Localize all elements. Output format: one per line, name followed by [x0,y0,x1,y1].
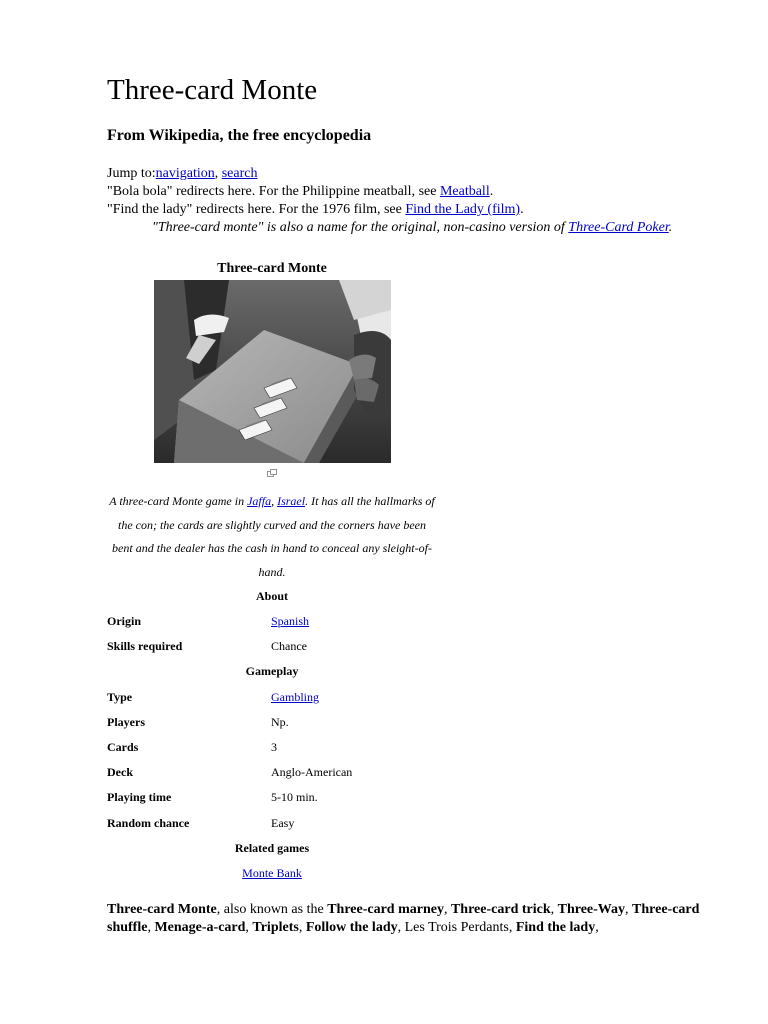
infobox-title: Three-card Monte [217,261,327,276]
random-chance-value: Easy [271,816,295,830]
redirect-note-bola [107,183,493,201]
caption-text: A three-card Monte game in [109,494,248,508]
infobox-caption [107,490,437,584]
bold-term: Menage-a-card [154,920,246,935]
body-text-segment: , [550,902,558,917]
bold-term: Three-card marney [327,902,444,917]
gameplay-header: Gameplay [245,664,299,678]
skills-required-label: Skills required [107,639,183,653]
caption-separator: , [271,494,278,508]
skills-required-value: Chance [271,639,307,653]
origin-value-link[interactable]: Spanish [271,614,310,628]
israel-link[interactable]: Israel [277,494,306,508]
hatnote [152,219,692,237]
players-value: Np. [271,715,289,729]
deck-value: Anglo-American [271,765,353,779]
playing-time-value: 5-10 min. [271,790,318,804]
enlarge-icon[interactable] [267,469,277,477]
body-text-segment: , [595,920,599,935]
monte-bank-link[interactable]: Monte Bank [242,866,302,880]
bold-term: Three-card trick [450,902,551,917]
jaffa-link[interactable]: Jaffa [247,494,272,508]
type-label: Type [107,690,133,704]
page-title: Three-card Monte [107,74,318,106]
body-text-segment: , [245,920,253,935]
three-card-poker-link[interactable]: Three-Card Poker [568,220,669,235]
bold-term: Follow the lady [305,920,398,935]
search-link[interactable]: search [221,166,258,181]
playing-time-label: Playing time [107,790,172,804]
jump-prefix: Jump to: [107,166,156,181]
caption-text-rest: . It has all the hallmarks of the con; the cards are slightly curved and the corners have been bent and the dealer has the cash in hand to conceal any sleight-of-hand. [112,494,435,579]
body-text-segment: , [298,920,306,935]
cards-label: Cards [107,740,139,754]
redirect-text: "Bola bola" redirects here. For the Philippine meatball, see [107,184,440,199]
meatball-link[interactable]: Meatball [439,184,490,199]
body-text-segment: , [443,902,451,917]
page-subtitle: From Wikipedia, the free encyclopedia [107,127,372,144]
navigation-link[interactable]: navigation [155,166,215,181]
infobox-photo[interactable] [154,280,391,463]
redirect-text: "Find the lady" redirects here. For the 1976 film, see [107,202,406,217]
body-text-segment: , also known as the [216,902,328,917]
bold-term: Triplets [252,920,299,935]
origin-label: Origin [107,614,142,628]
body-text-segment: , Les Trois Perdants, [397,920,516,935]
jump-links [107,165,258,183]
cards-value: 3 [271,740,277,754]
deck-label: Deck [107,765,133,779]
about-header: About [255,589,288,603]
redirect-note-find-the-lady [107,201,524,219]
hatnote-text: "Three-card monte" is also a name for the original, non-casino version of [152,220,569,235]
bold-term: Three-Way [557,902,626,917]
bold-term: Find the lady [515,920,596,935]
bold-term: Three-card Monte [107,902,217,917]
jump-separator: , [214,166,222,181]
lead-paragraph [107,901,717,937]
body-text-segment: , [625,902,633,917]
random-chance-label: Random chance [107,816,190,830]
related-games-list [107,866,437,881]
find-the-lady-film-link[interactable]: Find the Lady (film) [405,202,521,217]
related-games-header: Related games [234,841,310,855]
bold-term: Three-card shuffle [107,902,700,935]
type-value-link[interactable]: Gambling [271,690,319,704]
redirect-end: . [520,202,524,217]
redirect-end: . [489,184,494,199]
body-text-segment: , [147,920,155,935]
players-label: Players [107,715,145,729]
hatnote-end: . [668,220,673,235]
